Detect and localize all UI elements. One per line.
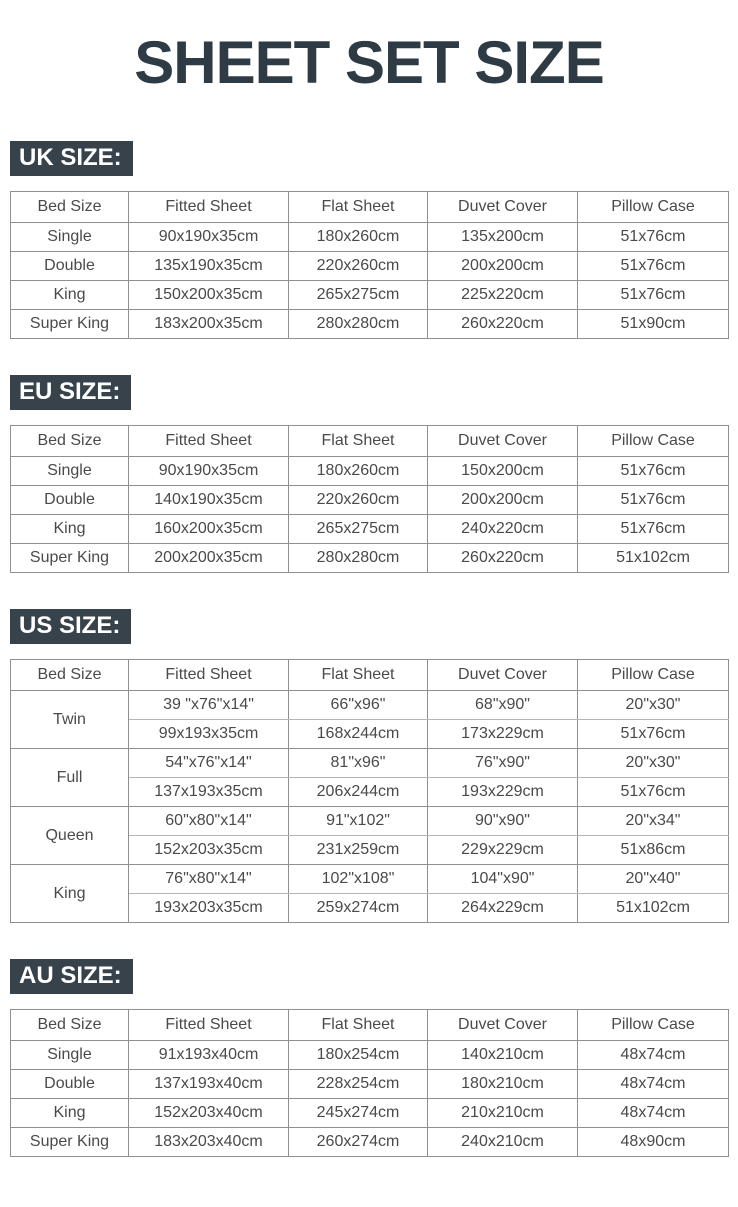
- size-table: [10, 191, 729, 339]
- size-cell: 60"x80"x14": [129, 807, 289, 836]
- size-cell: 135x190x35cm: [129, 252, 289, 281]
- size-cell: 48x74cm: [578, 1070, 729, 1099]
- table-row: [11, 865, 729, 894]
- size-cell: 76"x90": [428, 749, 578, 778]
- bed-size-cell: King: [11, 865, 129, 923]
- bed-size-cell: Double: [11, 1070, 129, 1099]
- size-cell: 150x200cm: [428, 457, 578, 486]
- size-cell: 102"x108": [289, 865, 428, 894]
- size-cell: 51x76cm: [578, 457, 729, 486]
- bed-size-cell: Full: [11, 749, 129, 807]
- column-header: Bed Size: [11, 426, 129, 457]
- size-cell: 104"x90": [428, 865, 578, 894]
- size-cell: 280x280cm: [289, 544, 428, 573]
- column-header: Bed Size: [11, 192, 129, 223]
- table-body: [11, 223, 729, 339]
- size-cell: 225x220cm: [428, 281, 578, 310]
- size-cell: 228x254cm: [289, 1070, 428, 1099]
- bed-size-cell: King: [11, 1099, 129, 1128]
- column-header: Pillow Case: [578, 1010, 729, 1041]
- size-cell: 152x203x40cm: [129, 1099, 289, 1128]
- size-cell: 51x76cm: [578, 778, 729, 807]
- size-cell: 150x200x35cm: [129, 281, 289, 310]
- size-cell: 99x193x35cm: [129, 720, 289, 749]
- size-section-us: [10, 609, 728, 923]
- size-sections-container: [0, 141, 738, 1157]
- size-section-au: [10, 959, 728, 1157]
- table-row: [11, 223, 729, 252]
- header-row: [11, 1010, 729, 1041]
- us-size-badge: US SIZE:: [10, 609, 131, 644]
- column-header: Flat Sheet: [289, 426, 428, 457]
- column-header: Pillow Case: [578, 192, 729, 223]
- table-header: [11, 1010, 729, 1041]
- size-cell: 140x190x35cm: [129, 486, 289, 515]
- table-row: [11, 691, 729, 720]
- bed-size-cell: Twin: [11, 691, 129, 749]
- column-header: Duvet Cover: [428, 426, 578, 457]
- column-header: Fitted Sheet: [129, 1010, 289, 1041]
- page-title: SHEET SET SIZE: [134, 29, 604, 96]
- size-cell: 260x274cm: [289, 1128, 428, 1157]
- size-cell: 180x210cm: [428, 1070, 578, 1099]
- size-cell: 48x74cm: [578, 1099, 729, 1128]
- size-cell: 135x200cm: [428, 223, 578, 252]
- size-cell: 173x229cm: [428, 720, 578, 749]
- size-cell: 48x90cm: [578, 1128, 729, 1157]
- size-cell: 91"x102": [289, 807, 428, 836]
- size-cell: 152x203x35cm: [129, 836, 289, 865]
- size-cell: 183x200x35cm: [129, 310, 289, 339]
- size-cell: 245x274cm: [289, 1099, 428, 1128]
- size-cell: 51x76cm: [578, 720, 729, 749]
- size-cell: 168x244cm: [289, 720, 428, 749]
- table-body: [11, 457, 729, 573]
- bed-size-cell: Single: [11, 223, 129, 252]
- column-header: Fitted Sheet: [129, 426, 289, 457]
- size-cell: 260x220cm: [428, 310, 578, 339]
- size-cell: 183x203x40cm: [129, 1128, 289, 1157]
- size-cell: 140x210cm: [428, 1041, 578, 1070]
- size-section-uk: [10, 141, 728, 339]
- size-cell: 137x193x40cm: [129, 1070, 289, 1099]
- size-cell: 240x210cm: [428, 1128, 578, 1157]
- table-header: [11, 192, 729, 223]
- size-table: [10, 425, 729, 573]
- size-cell: 51x102cm: [578, 544, 729, 573]
- size-cell: 280x280cm: [289, 310, 428, 339]
- size-cell: 66"x96": [289, 691, 428, 720]
- size-cell: 90x190x35cm: [129, 223, 289, 252]
- table-row: [11, 1128, 729, 1157]
- table-row: [11, 252, 729, 281]
- au-size-badge: AU SIZE:: [10, 959, 133, 994]
- column-header: Flat Sheet: [289, 660, 428, 691]
- size-cell: 54"x76"x14": [129, 749, 289, 778]
- size-cell: 48x74cm: [578, 1041, 729, 1070]
- table-row: [11, 1099, 729, 1128]
- table-row: [11, 515, 729, 544]
- size-cell: 200x200x35cm: [129, 544, 289, 573]
- column-header: Pillow Case: [578, 426, 729, 457]
- size-cell: 180x260cm: [289, 457, 428, 486]
- column-header: Flat Sheet: [289, 1010, 428, 1041]
- table-row: [11, 749, 729, 778]
- size-cell: 51x76cm: [578, 281, 729, 310]
- table-row: [11, 1070, 729, 1099]
- table-body: [11, 1041, 729, 1157]
- size-cell: 220x260cm: [289, 252, 428, 281]
- bed-size-cell: Double: [11, 252, 129, 281]
- table-row: [11, 1041, 729, 1070]
- size-cell: 68"x90": [428, 691, 578, 720]
- header-row: [11, 192, 729, 223]
- header-row: [11, 660, 729, 691]
- bed-size-cell: King: [11, 515, 129, 544]
- column-header: Pillow Case: [578, 660, 729, 691]
- table-row: [11, 807, 729, 836]
- table-header: [11, 426, 729, 457]
- column-header: Duvet Cover: [428, 1010, 578, 1041]
- bed-size-cell: King: [11, 281, 129, 310]
- size-cell: 51x90cm: [578, 310, 729, 339]
- table-row: [11, 310, 729, 339]
- size-cell: 265x275cm: [289, 515, 428, 544]
- size-cell: 51x76cm: [578, 486, 729, 515]
- size-cell: 20"x40": [578, 865, 729, 894]
- size-section-eu: [10, 375, 728, 573]
- column-header: Flat Sheet: [289, 192, 428, 223]
- size-cell: 206x244cm: [289, 778, 428, 807]
- column-header: Duvet Cover: [428, 192, 578, 223]
- bed-size-cell: Double: [11, 486, 129, 515]
- size-cell: 20"x30": [578, 691, 729, 720]
- size-cell: 229x229cm: [428, 836, 578, 865]
- size-cell: 180x254cm: [289, 1041, 428, 1070]
- size-cell: 81"x96": [289, 749, 428, 778]
- size-cell: 160x200x35cm: [129, 515, 289, 544]
- table-body: [11, 691, 729, 923]
- size-cell: 260x220cm: [428, 544, 578, 573]
- size-cell: 76"x80"x14": [129, 865, 289, 894]
- size-cell: 39 "x76"x14": [129, 691, 289, 720]
- eu-size-badge: EU SIZE:: [10, 375, 131, 410]
- size-cell: 193x229cm: [428, 778, 578, 807]
- size-cell: 20"x30": [578, 749, 729, 778]
- bed-size-cell: Single: [11, 457, 129, 486]
- column-header: Duvet Cover: [428, 660, 578, 691]
- column-header: Bed Size: [11, 660, 129, 691]
- size-cell: 220x260cm: [289, 486, 428, 515]
- size-table: [10, 659, 729, 923]
- size-cell: 51x76cm: [578, 252, 729, 281]
- size-cell: 231x259cm: [289, 836, 428, 865]
- uk-size-badge: UK SIZE:: [10, 141, 133, 176]
- size-cell: 200x200cm: [428, 252, 578, 281]
- size-cell: 259x274cm: [289, 894, 428, 923]
- size-cell: 200x200cm: [428, 486, 578, 515]
- column-header: Fitted Sheet: [129, 192, 289, 223]
- size-cell: 210x210cm: [428, 1099, 578, 1128]
- size-cell: 240x220cm: [428, 515, 578, 544]
- table-row: [11, 281, 729, 310]
- size-cell: 265x275cm: [289, 281, 428, 310]
- table-row: [11, 544, 729, 573]
- size-table: [10, 1009, 729, 1157]
- size-cell: 193x203x35cm: [129, 894, 289, 923]
- size-cell: 51x86cm: [578, 836, 729, 865]
- size-cell: 51x76cm: [578, 223, 729, 252]
- size-cell: 264x229cm: [428, 894, 578, 923]
- table-header: [11, 660, 729, 691]
- bed-size-cell: Super King: [11, 1128, 129, 1157]
- header-row: [11, 426, 729, 457]
- size-cell: 137x193x35cm: [129, 778, 289, 807]
- size-cell: 180x260cm: [289, 223, 428, 252]
- size-cell: 90x190x35cm: [129, 457, 289, 486]
- bed-size-cell: Queen: [11, 807, 129, 865]
- column-header: Bed Size: [11, 1010, 129, 1041]
- column-header: Fitted Sheet: [129, 660, 289, 691]
- bed-size-cell: Single: [11, 1041, 129, 1070]
- size-cell: 91x193x40cm: [129, 1041, 289, 1070]
- table-row: [11, 457, 729, 486]
- bed-size-cell: Super King: [11, 310, 129, 339]
- size-cell: 51x102cm: [578, 894, 729, 923]
- bed-size-cell: Super King: [11, 544, 129, 573]
- table-row: [11, 486, 729, 515]
- size-cell: 20"x34": [578, 807, 729, 836]
- size-cell: 51x76cm: [578, 515, 729, 544]
- size-cell: 90"x90": [428, 807, 578, 836]
